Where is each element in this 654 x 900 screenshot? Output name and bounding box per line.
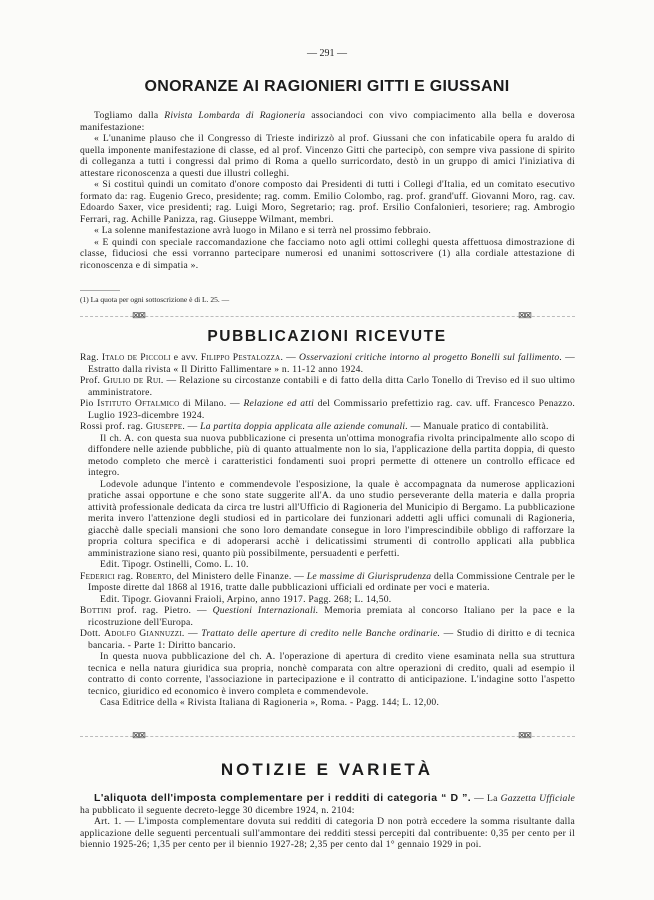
paragraph: [80, 237, 575, 272]
text-run: Casa Editrice della « Rivista Italiana di Ragioneria », Roma. - Pagg. 144; L. 12,00.: [100, 697, 440, 708]
text-run: Edit. Tipogr. Giovanni Fraioli, Arpino, anno 1917. Pagg. 268; L. 14,50.: [100, 593, 392, 605]
text-run: Togliamo dalla: [94, 110, 165, 121]
italic-title: Questioni Internazionali.: [212, 605, 319, 616]
author-name: Roberto,: [135, 570, 175, 582]
author-name: Italo de Piccoli: [101, 352, 171, 363]
text-run: — Manuale pratico di contabilità.: [407, 421, 549, 432]
text-run: Il ch. A. con questa sua nuova pubblicazione ci presenta un'ottima monografia rivolta principalmente allo scopo di diffondere nelle aziende pubbliche, più di quanto attualmente non lo sia, l'applicazione della partita doppia, di questo metodo completo che mercè i caratteristici fondamenti suoi propri permette di ottenere un controllo efficace ed integro.: [88, 432, 575, 478]
ornament-icon: ⊠⊠: [518, 730, 532, 740]
text-run: associandoci con vivo compiacimento alla bella e doverosa manifestazione:: [80, 110, 575, 133]
text-run: —: [283, 352, 300, 363]
paragraph: [80, 605, 575, 628]
text-run: Lodevole adunque l'intento e commendevole l'esposizione, la quale è accompagnata da numerose applicazioni pratiche assai opportune e che sono state suggerite all'A. da uno studio perseverante della materia e dalla propria attività professionale dedicata da circa tre lustri all'Ufficio di Ragioneria del Municipio di Bergamo. La pubblicazione merita invero l'attenzione degli studiosi ed in particolare dei funzionari addetti agli uffici comunali di Ragioneria, giacchè dalle speciali mansioni che sono loro demandate consegue in loro l'imprescindibile obbligo di rafforzare la propria coltura specifica e di adoperarsi acchè i delicatissimi strumenti di controllo applicati alla pubblica amministrazione siano resi, quanto più possibilmente, persuadenti e perfetti.: [88, 478, 575, 559]
ornament-icon: ⊠⊠: [132, 310, 146, 320]
paragraph: [80, 793, 575, 816]
author-name: Giulio de Rui.: [103, 375, 164, 386]
author-name: Federici: [80, 570, 115, 582]
section-body-onoranze: [80, 110, 575, 271]
author-name: Adolfo Giannuzzi.: [104, 628, 185, 639]
footnote: (1) La quota per ogni sottoscrizione è di L. 25. —: [80, 295, 230, 304]
paragraph: [80, 133, 575, 179]
author-name: Giuseppe.: [145, 421, 186, 432]
paragraph: [80, 110, 575, 133]
paragraph: [80, 559, 575, 571]
paragraph: [80, 697, 575, 709]
paragraph: [80, 433, 575, 479]
text-run: di Milano. —: [179, 398, 244, 409]
text-run: Dott.: [80, 628, 105, 639]
text-run: della Commissione Centrale per le Imposte dirette dal 1868 al 1916, tratte dalle pubblicazioni ufficiali ed ordinate per voci e materia.: [88, 570, 575, 593]
page-number: — 291 —: [307, 48, 347, 59]
italic-title: La partita doppia applicata alle aziende comunali.: [200, 421, 408, 432]
text-run: —: [185, 421, 201, 432]
text-run: — Estratto dalla rivista « Il Diritto Fallimentare » n. 11-12 anno 1924.: [88, 352, 576, 375]
paragraph: [80, 375, 575, 398]
ornament-icon: ⊠⊠: [132, 730, 146, 740]
text-run: prof. rag. Pietro. —: [111, 605, 213, 616]
paragraph: [80, 628, 575, 651]
italic-title: Rivista Lombarda di Ragioneria: [164, 110, 306, 121]
section-body-notizie: [80, 793, 575, 851]
section-title-onoranze: ONORANZE AI RAGIONIERI GITTI E GIUSSANI: [144, 78, 510, 95]
author-name: Filippo Pestalozza.: [200, 352, 284, 363]
paragraph: [80, 816, 575, 851]
italic-title: Trattato delle aperture di credito nelle Banche ordinarie.: [201, 628, 441, 639]
ornament-icon: ⊠⊠: [518, 310, 532, 320]
italic-title: Relazione ed atti: [243, 398, 315, 409]
text-run: In questa nuova pubblicazione del ch. A. l'operazione di apertura di credito viene esaminata nella sua struttura tecnica e nella natura giuridica sua propria, nonchè comparata con altre operazioni di credito, quali ad esempio il contratto di conto corrente, l'associazione in partecipazione e il contratto di anticipazione. L'indagine sotto l'aspetto tecnico, giuridico ed economico è invero completa e commendevole.: [88, 651, 575, 697]
italic-title: Gazzetta Ufficiale: [500, 793, 575, 804]
footnote-rule: [80, 290, 120, 291]
article-heading: L'aliquota dell'imposta complementare per i redditi di categoria “ D ”.: [94, 792, 472, 804]
text-run: « Si costituì quindi un comitato d'onore composto dai Presidenti di tutti i Collegi d'Italia, ed un comitato esecutivo formato da: rag. Eugenio Greco, presidente; rag. comm. Emilio Colombo, rag. prof. grand'uff. Giovanni Moro, rag. cav. Edoardo Saxer, vice presidenti; rag. Luigi Moro, Segretario; rag. prof. Ersilio Confalonieri, tesoriere; rag. Ambrogio Ferrari, rag. Achille Panizza, rag. Giuseppe Wilmant, membri.: [80, 179, 575, 225]
paragraph: [80, 479, 575, 560]
text-run: « La solenne manifestazione avrà luogo in Milano e si terrà nel prossimo febbraio.: [94, 225, 431, 236]
section-title-notizie: NOTIZIE E VARIETÀ: [220, 760, 434, 779]
text-run: « E quindi con speciale raccomandazione che facciamo noto agli ottimi colleghi questa affettuosa dimostrazione di classe, fiduciosi che essi vorranno partecipare numerosi ed unanimi sottoscrivere (1) alla cordiale attestazione di riconoscenza e di simpatia ».: [80, 236, 575, 271]
author-name: Istituto Oftalmico: [97, 398, 180, 409]
section-divider: [80, 308, 575, 320]
text-run: del Commissario prefettizio rag. cav. uff. Francesco Penazzo. Luglio 1923-dicembre 1924.: [88, 398, 576, 421]
text-run: del Ministero delle Finanze. —: [174, 570, 307, 582]
text-run: Prof.: [80, 375, 104, 386]
paragraph: [80, 352, 575, 375]
section-title-pubblicazioni: PUBBLICAZIONI RICEVUTE: [207, 328, 447, 345]
paragraph: [80, 398, 575, 421]
paragraph: [80, 651, 575, 697]
text-run: Rossi prof. rag.: [80, 421, 146, 432]
text-run: e avv.: [170, 352, 201, 363]
text-run: Rag.: [80, 352, 102, 363]
paragraph: [80, 571, 575, 594]
text-run: —: [184, 628, 202, 639]
text-run: — Relazione su circostanze contabili e di fatto della ditta Carlo Tonello di Treviso ed il suo ultimo amministratore.: [88, 375, 576, 398]
paragraph: [80, 225, 575, 237]
text-run: Memoria premiata al concorso Italiano per la pace e la ricostruzione dell'Europa.: [88, 605, 575, 628]
paragraph: [80, 421, 575, 433]
italic-title: Le massime di Giurisprudenza: [306, 570, 432, 582]
section-divider: [80, 728, 575, 740]
paragraph: [80, 594, 575, 606]
text-run: rag.: [114, 570, 136, 582]
text-run: Pio: [80, 398, 98, 409]
text-run: « L'unanime plauso che il Congresso di Trieste indirizzò al prof. Giussani che con infaticabile opera fu araldo di quella imponente manifestazione di classe, ed al prof. Vincenzo Gitti che partecipò, con sempre viva passione di spirito di colleganza a tutti i congressi dal primo di Roma a quello surricordato, destò in un gruppo di amici l'iniziativa di attestare riconoscenza a questi due illustri colleghi.: [80, 133, 575, 179]
author-name: Bottini: [80, 605, 112, 616]
section-body-pubblicazioni: [80, 352, 575, 709]
text-run: Art. 1. — L'imposta complementare dovuta sui redditi di categoria D non potrà eccedere la somma risultante dalla applicazione delle seguenti percentuali sull'ammontare dei redditi stessi percepiti dal contribuente: 0,35 per cento per il biennio 1925-26; 1,35 per cento per il biennio 1927-28; 2,35 per cento dal 1° gennaio 1929 in poi.: [80, 816, 575, 850]
text-run: — La: [471, 793, 501, 804]
text-run: — Studio di diritto e di tecnica bancaria. - Parte 1: Diritto bancario.: [88, 628, 576, 651]
paragraph: [80, 179, 575, 225]
italic-title: Osservazioni critiche intorno al progetto Bonelli sul fallimento.: [299, 352, 563, 363]
text-run: ha pubblicato il seguente decreto-legge 30 dicembre 1924, n. 2104:: [80, 804, 355, 816]
text-run: Edit. Tipogr. Ostinelli, Como. L. 10.: [100, 559, 249, 570]
